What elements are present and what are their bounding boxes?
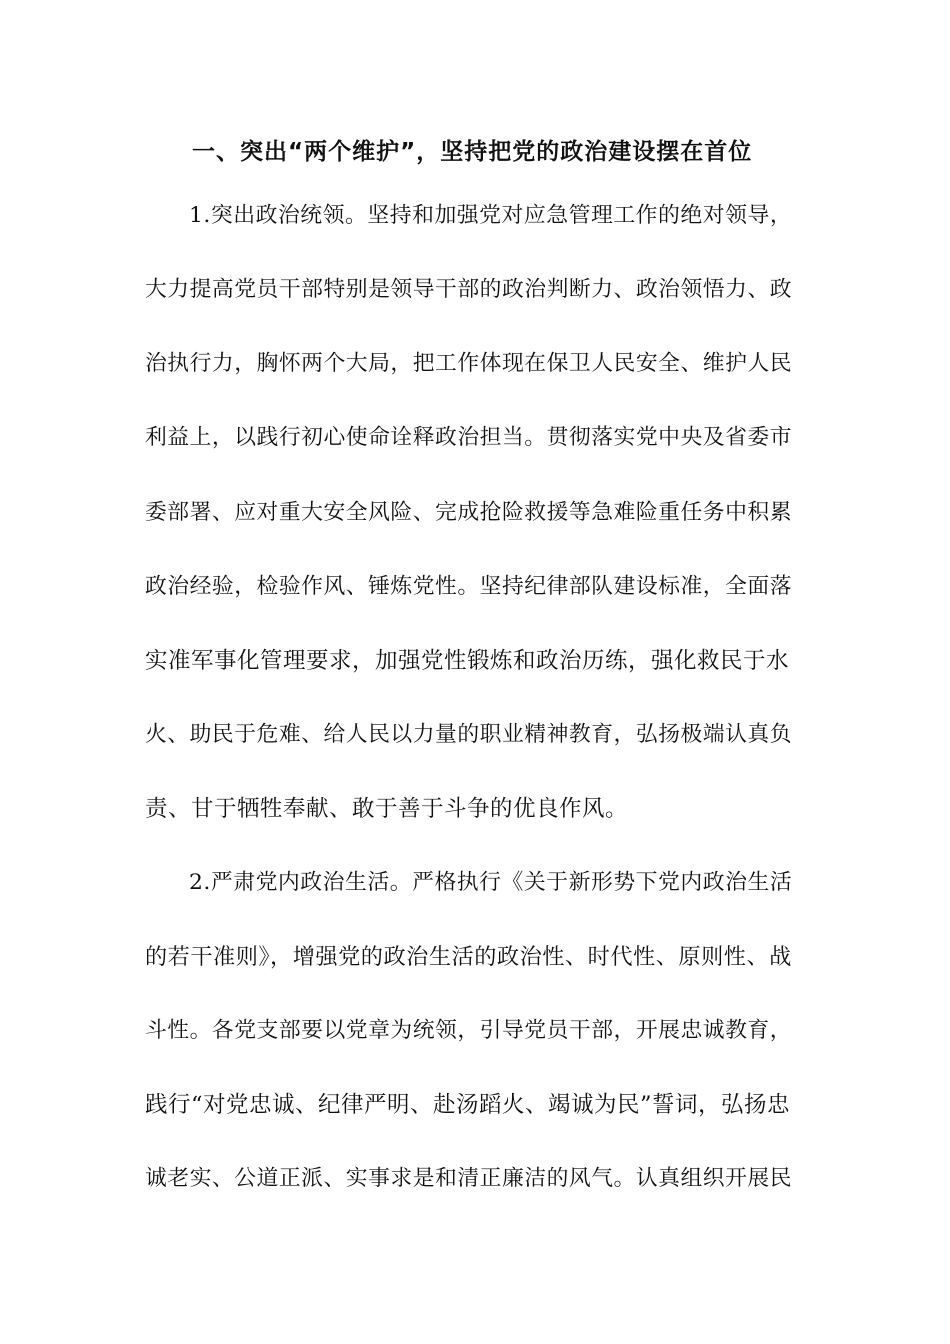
- paragraph-line: 诚老实、公道正派、实事求是和清正廉洁的风气。认真组织开展民: [145, 1166, 793, 1191]
- paragraph-line: 委部署、应对重大安全风险、完成抢险救援等急难险重任务中积累: [145, 500, 793, 525]
- paragraph-line: 火、助民于危难、给人民以力量的职业精神教育，弘扬极端认真负: [145, 722, 793, 747]
- paragraph-line: 责、甘于牺牲奉献、敢于善于斗争的优良作风。: [145, 796, 629, 822]
- paragraph-line: 2.严肃党内政治生活。严格执行《关于新形势下党内政治生活: [189, 870, 793, 895]
- paragraph-line: 的若干准则》，增强党的政治生活的政治性、时代性、原则性、战: [145, 944, 792, 970]
- paragraph-line: 实准军事化管理要求，加强党性锻炼和政治历练，强化救民于水: [145, 648, 790, 674]
- paragraph-line: 大力提高党员干部特别是领导干部的政治判断力、政治领悟力、政: [145, 277, 793, 302]
- paragraph-line: 政治经验，检验作风、锤炼党性。坚持纪律部队建设标准，全面落: [145, 574, 793, 599]
- paragraph-line: 利益上，以践行初心使命诠释政治担当。贯彻落实党中央及省委市: [145, 425, 793, 450]
- section-heading: 一、突出“两个维护”，坚持把党的政治建设摆在首位: [192, 139, 753, 165]
- paragraph-line: 践行“对党忠诚、纪律严明、赴汤蹈火、竭诚为民”誓词，弘扬忠: [145, 1092, 791, 1118]
- paragraph-line: 治执行力，胸怀两个大局，把工作体现在保卫人民安全、维护人民: [145, 351, 793, 376]
- paragraph-line: 1.突出政治统领。坚持和加强党对应急管理工作的绝对领导，: [189, 203, 793, 228]
- paragraph-line: 斗性。各党支部要以党章为统领，引导党员干部，开展忠诚教育，: [145, 1018, 793, 1043]
